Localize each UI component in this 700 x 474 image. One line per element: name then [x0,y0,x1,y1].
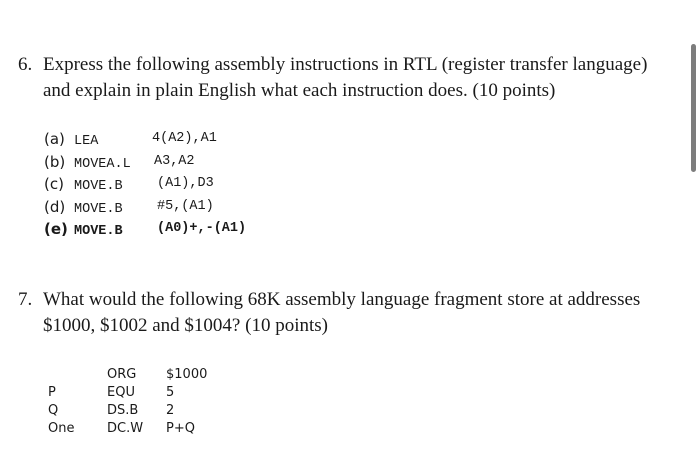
part-d-operands: #5,(A1) [157,198,214,214]
part-a-instruction: LEA [74,134,99,149]
part-e-instruction: MOVE.B [74,224,123,239]
question-6-text [43,52,688,104]
part-b-operands: A3,A2 [154,153,195,169]
code-op: EQU [107,385,135,400]
code-label: Q [48,403,59,418]
code-op: DS.B [107,403,139,418]
part-b-instruction: MOVEA.L [74,156,131,172]
part-c [44,173,214,196]
question-6-line-1: Express the following assembly instructions in RTL (register transfer language) [43,54,648,75]
code-op: ORG [107,367,137,382]
question-6-line-2: and explain in plain English what each instruction does. (10 points) [43,80,556,101]
part-a [44,128,217,151]
question-7-line-2: $1000, $1002 and $1004? (10 points) [43,315,328,336]
part-a-operands: 4(A2),A1 [152,131,217,146]
code-arg: P+Q [166,421,195,436]
question-6-number: 6. [18,54,33,75]
part-e [44,218,247,241]
code-label: One [48,421,75,436]
part-c-operands: (A1),D3 [157,176,214,191]
part-d [44,196,214,219]
part-d-instruction: MOVE.B [74,201,123,217]
question-6-parts [44,128,247,241]
question-7-number: 7. [18,289,33,310]
vertical-scrollbar[interactable] [691,44,696,172]
part-a-label: (a) [44,130,65,148]
part-d-label: (d) [44,197,66,216]
question-7-line-1: What would the following 68K assembly language fragment store at addresses [43,289,641,310]
question-7-text [43,287,688,339]
part-e-operands: (A0)+,-(A1) [157,221,247,236]
code-op: DC.W [107,421,144,436]
part-c-label: (c) [44,175,64,193]
code-arg: 2 [166,403,175,418]
question-7 [18,287,688,339]
code-arg: $1000 [166,367,208,382]
part-e-label: (e) [44,220,68,238]
part-b [44,151,195,174]
part-b-label: (b) [44,152,66,171]
part-c-instruction: MOVE.B [74,179,123,194]
code-arg: 5 [166,385,175,400]
code-label: P [48,385,56,400]
question-6 [18,52,688,104]
